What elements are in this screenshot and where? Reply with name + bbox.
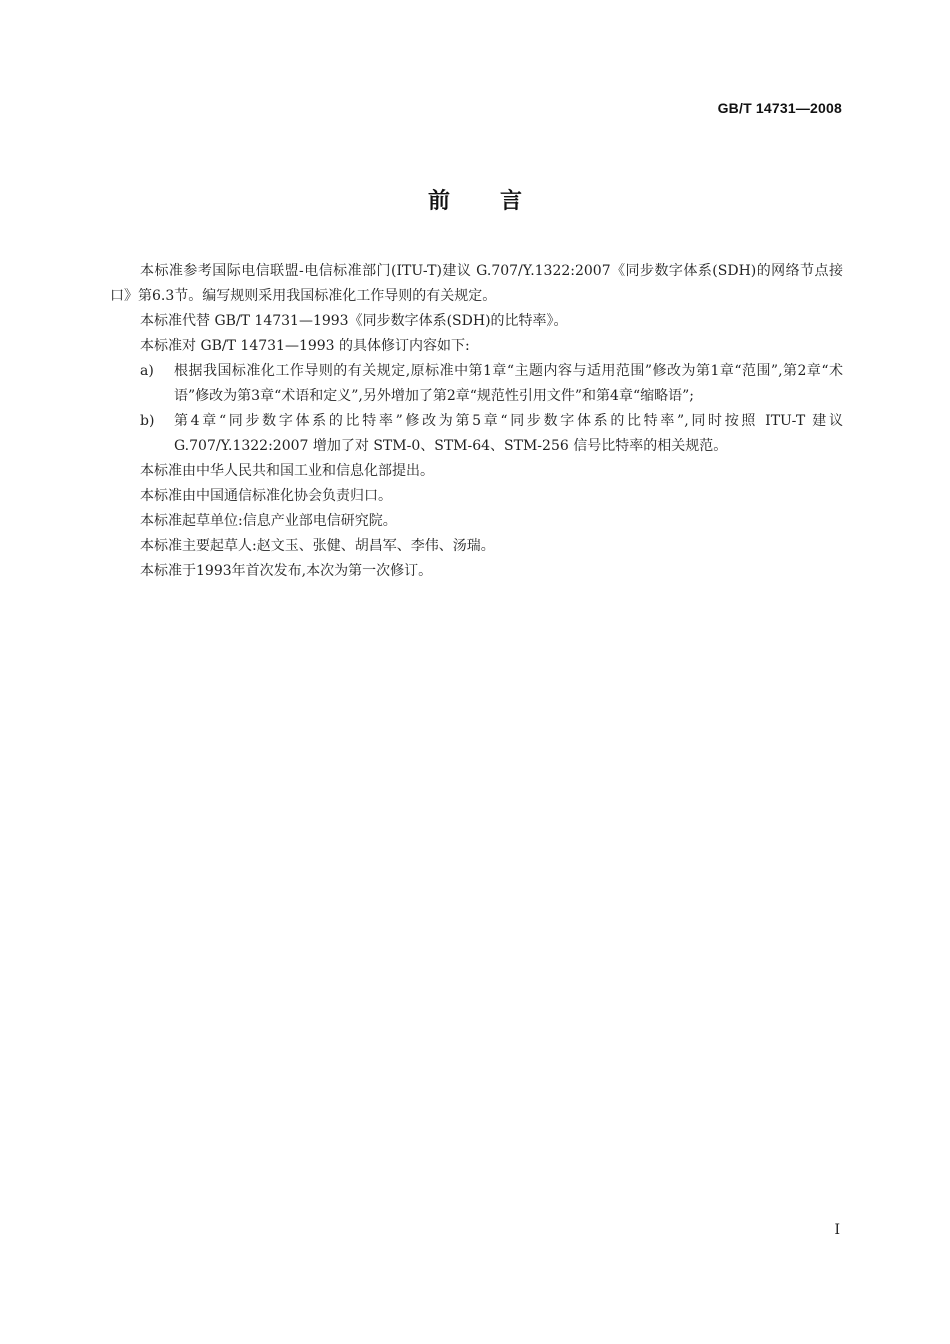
revision-item-a: [110, 359, 843, 409]
page-title: 前言: [427, 189, 572, 214]
page-number: I: [834, 1222, 840, 1238]
revision-item-b: [110, 409, 843, 459]
paragraph-proposer: 本标准由中华人民共和国工业和信息化部提出。: [140, 463, 434, 479]
foreword-body: [110, 259, 843, 584]
paragraph-replaces: 本标准代替 GB/T 14731—1993《同步数字体系(SDH)的比特率》。: [140, 313, 568, 329]
list-item-text: 第4章“同步数字体系的比特率”修改为第5章“同步数字体系的比特率”,同时按照 ITU-T 建议 G.707/Y.1322:2007 增加了对 STM-0、STM-64、STM-256 信号比特率的相关规范。: [174, 413, 843, 454]
paragraph-history: 本标准于1993年首次发布,本次为第一次修订。: [140, 563, 433, 579]
list-marker: a): [140, 363, 154, 379]
paragraph-revisions-intro: 本标准对 GB/T 14731—1993 的具体修订内容如下:: [140, 338, 470, 354]
standard-code: GB/T 14731—2008: [717, 100, 842, 116]
paragraph-reference: 本标准参考国际电信联盟-电信标准部门(ITU-T)建议 G.707/Y.1322:2007《同步数字体系(SDH)的网络节点接口》第6.3节。编写规则采用我国标准化工作导则的有关规定。: [110, 263, 843, 304]
list-marker: b): [140, 413, 155, 429]
paragraph-administrator: 本标准由中国通信标准化协会负责归口。: [140, 488, 392, 504]
paragraph-drafters: 本标准主要起草人:赵文玉、张健、胡昌军、李伟、汤瑞。: [140, 538, 495, 554]
paragraph-drafting-unit: 本标准起草单位:信息产业部电信研究院。: [140, 513, 397, 529]
list-item-text: 根据我国标准化工作导则的有关规定,原标准中第1章“主题内容与适用范围”修改为第1章“范围”,第2章“术语”修改为第3章“术语和定义”,另外增加了第2章“规范性引用文件”和第4章“缩略语”;: [174, 363, 843, 404]
